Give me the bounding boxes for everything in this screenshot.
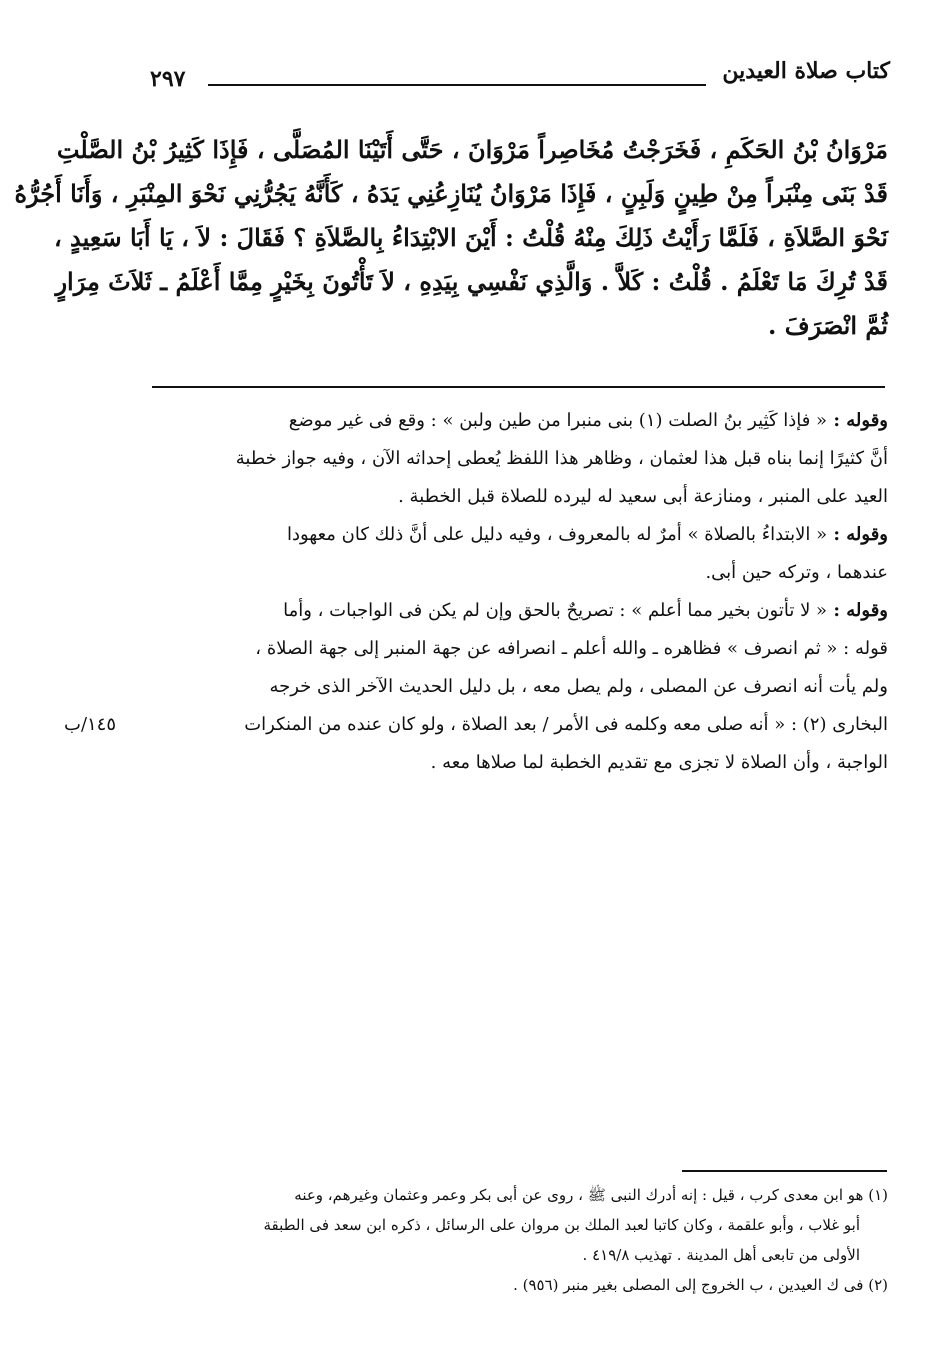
section-separator (152, 386, 885, 388)
commentary-line (150, 478, 888, 516)
commentary-line (150, 592, 888, 630)
footnote-line: أبو غلاب ، وأبو علقمة ، وكان كاتبا لعبد الملك بن مروان على الرسائل ، ذكره ابن سعد فى الطبقة (263, 1216, 860, 1234)
footnote-rule (682, 1170, 887, 1172)
commentary-text: الواجبة ، وأن الصلاة لا تجزى مع تقديم الخطبة لما صلاها معه . (430, 752, 888, 773)
footnote-line: (١) هو ابن معدى كرب ، قيل : إنه أدرك النبى ﷺ ، روى عن أبى بكر وعمر وعثمان وغيرهم، وعنه (294, 1186, 888, 1204)
commentary-line (150, 744, 888, 782)
commentary-text: « الابتداءُ بالصلاة » أمرٌ له بالمعروف ، وفيه دليل على أنَّ ذلك كان معهودا (286, 524, 828, 545)
commentary-lead: وقوله : (827, 524, 888, 545)
commentary-text: البخارى (٢) : « أنه صلى معه وكلمه فى الأمر / بعد الصلاة ، ولو كان عنده من المنكرات (244, 714, 888, 735)
hadith-line: مَرْوَانُ بْنُ الحَكَمِ ، فَخَرَجْتُ مُخَاصِراً مَرْوَانَ ، حَتَّى أَتَيْنَا المُصَلَّى ، فَإِذَا كَثِيرُ بْنُ الصَّلْتِ (56, 135, 888, 164)
commentary-text: عندهما ، وتركه حين أبى. (705, 562, 888, 583)
commentary-line (150, 630, 888, 668)
hadith-text (14, 128, 888, 348)
running-header-title: كتاب صلاة العيدين (722, 58, 890, 84)
commentary-text: العيد على المنبر ، ومنازعة أبى سعيد له ليرده للصلاة قبل الخطبة . (398, 486, 888, 507)
commentary-text: « لا تأتون بخير مما أعلم » : تصريحٌ بالحق وإن لم يكن فى الواجبات ، وأما (283, 600, 828, 621)
commentary-line (150, 554, 888, 592)
hadith-line: قَدْ بَنَى مِنْبَراً مِنْ طِينٍ وَلَبِنٍ ، فَإِذَا مَرْوَانُ يُنَازِعُنِي يَدَهُ ، كَأَنَّهُ يَجُرُّنِي نَحْوَ المِنْبَرِ ، وَأَنَا أَجُرُّهُ (14, 179, 888, 208)
commentary (150, 402, 888, 782)
commentary-text: قوله : « ثم انصرف » فظاهره ـ والله أعلم ـ انصرافه عن جهة المنبر إلى جهة الصلاة ، (255, 638, 888, 659)
commentary-lead: وقوله : (827, 600, 888, 621)
commentary-line (150, 706, 888, 744)
commentary-text: « فإذا كَثِير بنُ الصلت (١) بنى منبرا من طين ولبن » : وقع فى غير موضع (288, 410, 828, 431)
header-rule (208, 84, 706, 86)
commentary-lead: وقوله : (827, 410, 888, 431)
page-number: ٢٩٧ (150, 66, 186, 92)
commentary-line (150, 668, 888, 706)
commentary-line (150, 516, 888, 554)
hadith-line: ثُمَّ انْصَرَفَ . (768, 311, 888, 340)
commentary-text: أنَّ كثيرًا إنما بناه قبل هذا لعثمان ، وظاهر هذا اللفظ يُعطى إحداثه الآن ، وفيه جواز خطبة (235, 448, 888, 469)
footnote-line: (٢) فى ك العيدين ، ب الخروج إلى المصلى بغير منبر (٩٥٦) . (513, 1276, 888, 1294)
manuscript-folio-note: ١٤٥/ب (64, 714, 117, 735)
commentary-text: ولم يأت أنه انصرف عن المصلى ، ولم يصل معه ، بل دليل الحديث الآخر الذى خرجه (269, 676, 888, 697)
hadith-line: قَدْ تُرِكَ مَا تَعْلَمُ . قُلْتُ : كَلاَّ . وَالَّذِي نَفْسِي بِيَدِهِ ، لاَ تَأْتُونَ بِخَيْرٍ مِمَّا أَعْلَمُ ـ ثَلاَثَ مِرَارٍ (55, 267, 888, 296)
footnotes (150, 1180, 888, 1300)
commentary-line (150, 440, 888, 478)
commentary-line (150, 402, 888, 440)
hadith-line: نَحْوَ الصَّلاَةِ ، فَلَمَّا رَأَيْتُ ذَلِكَ مِنْهُ قُلْتُ : أَيْنَ الابْتِدَاءُ بِالصَّلاَةِ ؟ فَقَالَ : لاَ ، يَا أَبَا سَعِيدٍ ، (53, 223, 888, 252)
footnote-line: الأولى من تابعى أهل المدينة . تهذيب ٤١٩/٨ . (582, 1246, 860, 1264)
